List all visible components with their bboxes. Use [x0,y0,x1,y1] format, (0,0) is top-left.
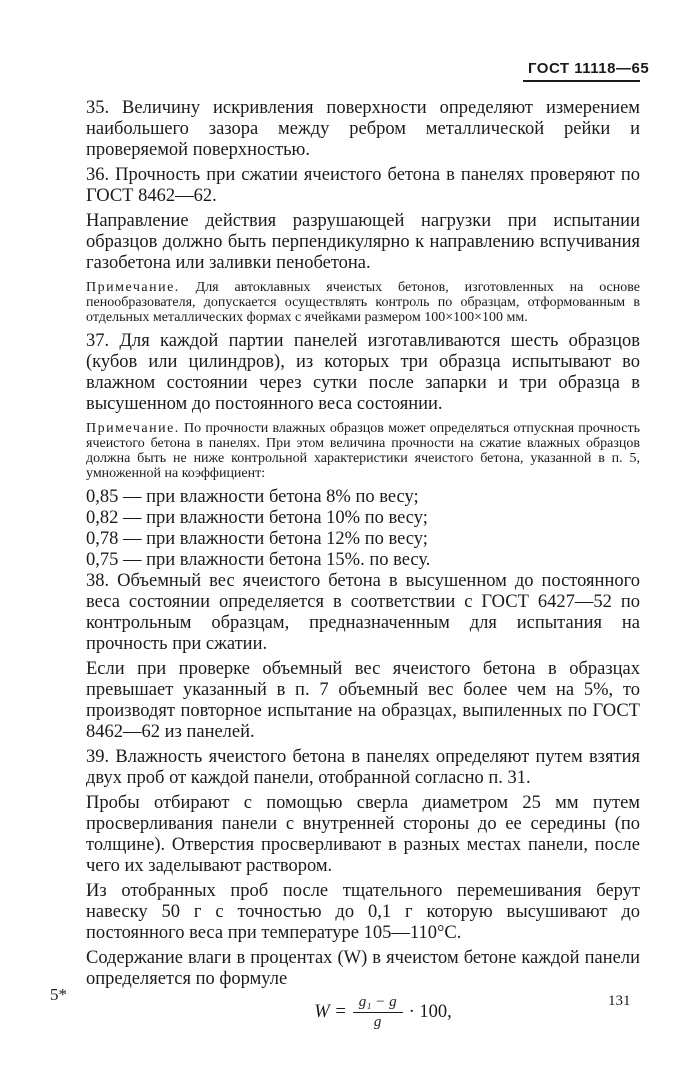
coefficient-line-4: 0,75 — при влажности бетона 15%. по весу. [86,550,431,570]
moisture-formula [86,994,640,1031]
paragraph-36: 36. Прочность при сжатии ячеистого бетона в панелях проверяют по ГОСТ 8462—62. [86,165,640,206]
signature-mark: 5* [50,985,67,1004]
note-2-label: Примечание. [86,421,180,436]
formula-rhs: · 100, [408,1002,452,1022]
paragraph-38: 38. Объемный вес ячеистого бетона в высушенном до постоянного веса состоянии определяется в соответствии с ГОСТ 6427—52 по контрольным образцам, предназначенным для испытания на прочность при сжатии. [86,571,640,654]
note-1-text: Для автоклавных ячеистых бетонов, изготовленных на основе пенообразователя, допускается осуществлять контроль по образцам, отформованным в отдельных металлических формах с ячейками размером 100×100×100 мм. [86,280,640,325]
paragraph-35: 35. Величину искривления поверхности определяют измерением наибольшего зазора между ребром металлической рейки и проверяемой поверхностью. [86,98,640,160]
note-2-text: По прочности влажных образцов может определяться отпускная прочность ячеистого бетона в панелях. При этом величина прочности на сжатие влажных образцов должна быть не ниже контрольной характеристики ячеистого бетона, указанной в п. 5, умноженной на коэффициент: [86,421,640,481]
paragraph-39: 39. Влажность ячеистого бетона в панелях определяют путем взятия двух проб от каждой панели, отобранной согласно п. 31. [86,747,640,788]
paragraph-36-direction: Направление действия разрушающей нагрузки при испытании образцов должно быть перпендикулярно к направлению вспучивания газобетона или заливки пенобетона. [86,211,640,273]
paragraph-39-moisture: Содержание влаги в процентах (W) в ячеистом бетоне каждой панели определяется по формуле [86,948,640,989]
formula-lhs: W = [314,1002,347,1022]
coefficient-line-3: 0,78 — при влажности бетона 12% по весу; [86,529,428,549]
paragraph-39-sampling: Пробы отбирают с помощью сверла диаметром 25 мм путем просверливания панели с внутренней стороны до ее середины (по толщине). Отверстия просверливают в разных местах панели, после чего их заделывают раствором. [86,793,640,876]
paragraph-38-retest: Если при проверке объемный вес ячеистого бетона в образцах превышает указанный в п. 7 объемный вес более чем на 5%, то производят повторное испытание на образцах, выпиленных по ГОСТ 8462—62 из панелей. [86,659,640,742]
formula-fraction [353,994,403,1031]
standard-code-header: ГОСТ 11118—65 [528,60,650,77]
header-rule [523,80,640,82]
note-2 [86,421,640,481]
formula-numerator: g₁ − g [353,994,403,1013]
paragraph-37: 37. Для каждой партии панелей изготавливаются шесть образцов (кубов или цилиндров), из которых три образца испытывают во влажном состоянии через сутки после запарки и три образца в высушенном до постоянного веса состоянии. [86,331,640,414]
coefficient-line-1: 0,85 — при влажности бетона 8% по весу; [86,487,419,507]
note-1-label: Примечание. [86,280,180,295]
page-number: 131 [608,993,631,1009]
paragraph-39-weighing: Из отобранных проб после тщательного перемешивания берут навеску 50 г с точностью до 0,1 г которую высушивают до постоянного веса при температуре 105—110°C. [86,881,640,943]
note-1 [86,280,640,325]
formula-denominator: g [373,1014,382,1030]
coefficient-line-2: 0,82 — при влажности бетона 10% по весу; [86,508,428,528]
document-body [86,98,640,1031]
